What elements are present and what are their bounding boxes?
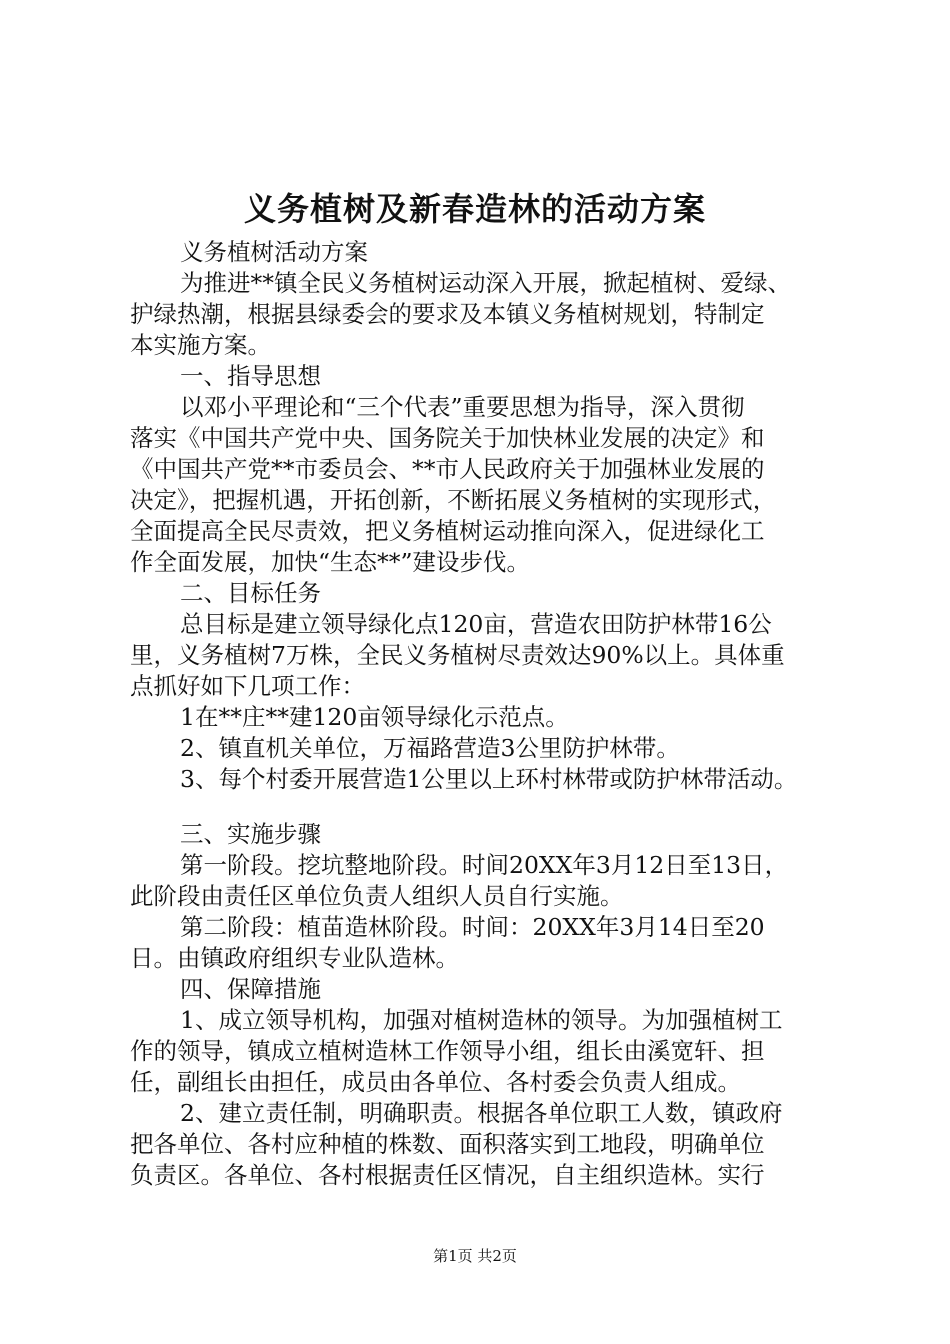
text-line: 为推进**镇全民义务植树运动深入开展，掀起植树、爱绿、	[180, 269, 791, 297]
section-heading: 三、实施步骤	[180, 820, 321, 848]
text-line: 总目标是建立领导绿化点120亩，营造农田防护林带16公	[180, 610, 772, 638]
text-line: 《中国共产党**市委员会、**市人民政府关于加强林业发展的	[130, 455, 765, 483]
text-line: 作全面发展，加快“生态**”建设步伐。	[130, 548, 531, 576]
section-heading: 一、指导思想	[180, 362, 321, 390]
text-line: 落实《中国共产党中央、国务院关于加快林业发展的决定》和	[130, 424, 765, 452]
list-item: 1在**庄**建120亩领导绿化示范点。	[180, 703, 569, 731]
page-number: 第1页 共2页	[433, 1247, 517, 1265]
text-line: 日。由镇政府组织专业队造林。	[130, 944, 459, 972]
text-line: 点抓好如下几项工作：	[130, 672, 365, 700]
text-line: 第一阶段。挖坑整地阶段。时间20XX年3月12日至13日，	[180, 851, 789, 879]
text-line: 护绿热潮，根据县绿委会的要求及本镇义务植树规划，特制定	[130, 300, 765, 328]
text-line: 把各单位、各村应种植的株数、面积落实到工地段，明确单位	[130, 1130, 765, 1158]
text-line: 本实施方案。	[130, 331, 271, 359]
section-heading: 四、保障措施	[180, 975, 321, 1003]
text-line: 第二阶段：植苗造林阶段。时间：20XX年3月14日至20	[180, 913, 765, 941]
list-item: 3、每个村委开展营造1公里以上环村林带或防护林带活动。	[180, 765, 798, 793]
list-item: 2、镇直机关单位，万福路营造3公里防护林带。	[180, 734, 680, 762]
text-line: 此阶段由责任区单位负责人组织人员自行实施。	[130, 882, 624, 910]
document-title: 义务植树及新春造林的活动方案	[243, 190, 706, 228]
text-line: 里，义务植树7万株，全民义务植树尽责效达90%以上。具体重	[130, 641, 785, 669]
text-line: 1、成立领导机构，加强对植树造林的领导。为加强植树工	[180, 1006, 783, 1034]
text-line: 任，副组长由担任，成员由各单位、各村委会负责人组成。	[130, 1068, 741, 1096]
section-heading: 二、目标任务	[180, 579, 321, 607]
text-line: 决定》，把握机遇，开拓创新，不断拓展义务植树的实现形式，	[130, 486, 777, 514]
text-line: 2、建立责任制，明确职责。根据各单位职工人数，镇政府	[180, 1099, 783, 1127]
text-line: 负责区。各单位、各村根据责任区情况，自主组织造林。实行	[130, 1161, 765, 1189]
text-line: 以邓小平理论和“三个代表”重要思想为指导，深入贯彻	[180, 393, 745, 421]
text-line: 全面提高全民尽责效，把义务植树运动推向深入，促进绿化工	[130, 517, 765, 545]
text-line: 义务植树活动方案	[180, 238, 368, 266]
text-line: 作的领导，镇成立植树造林工作领导小组，组长由溪宽轩、担	[130, 1037, 765, 1065]
